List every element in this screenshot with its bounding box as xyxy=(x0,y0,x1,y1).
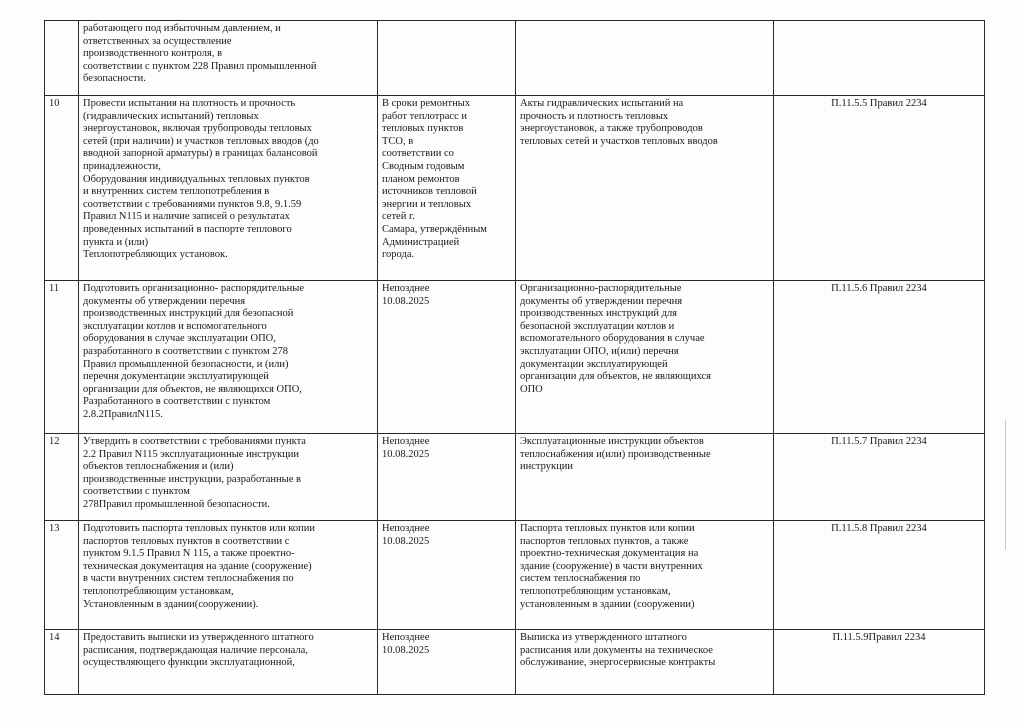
cell-line: 10.08.2025 xyxy=(382,535,430,547)
cell-line: расписания или документы на техническое xyxy=(520,644,713,656)
row-number-cell xyxy=(45,281,79,434)
cell-line: работ теплотрасс и xyxy=(382,110,467,122)
cell-line: Теплопотребляющих установок. xyxy=(83,249,228,261)
row-number-cell xyxy=(45,521,79,630)
row-number: 14 xyxy=(49,632,60,643)
deadline-cell xyxy=(378,434,516,521)
cell-line: систем теплоснабжения по xyxy=(520,573,641,585)
cell-line: энергоустановок, а также трубопроводов xyxy=(520,123,703,135)
cell-line: Правил промышленной безопасности, и (или) xyxy=(83,358,289,370)
cell-line: 10.08.2025 xyxy=(382,644,430,656)
cell-line: Предоставить выписки из утвержденного штатного xyxy=(83,632,314,643)
cell-line: производственных инструкций для безопасной xyxy=(83,308,294,320)
cell-line: документации эксплуатирующей xyxy=(520,358,668,370)
cell-line: Паспорта тепловых пунктов или копии xyxy=(520,523,695,534)
rule-reference-cell xyxy=(774,434,985,521)
cell-line: (гидравлических испытаний) тепловых xyxy=(83,110,259,122)
row-number-cell xyxy=(45,96,79,281)
cell-line: производственного контроля, в xyxy=(83,48,223,60)
cell-line: В сроки ремонтных xyxy=(382,98,471,109)
task-cell xyxy=(79,281,378,434)
cell-line: соответствии с пунктом 228 Правил промышленной xyxy=(83,60,317,72)
cell-line: соответствии с требованиями пунктов 9.8, 9.1.59 xyxy=(83,198,302,210)
cell-line: Сводным годовым xyxy=(382,160,465,172)
cell-line: Организационно-распорядительные xyxy=(520,283,682,294)
cell-line: тепловых пунктов xyxy=(382,123,464,135)
cell-line: сетей (при наличии) и участков тепловых вводов (до xyxy=(83,135,319,147)
rule-reference: П.11.5.7 Правил 2234 xyxy=(831,436,927,447)
rule-reference-cell xyxy=(774,96,985,281)
cell-line: прочность и плотность тепловых xyxy=(520,110,669,122)
cell-line: паспортов тепловых пунктов, а также xyxy=(520,535,689,547)
cell-line: документы об утверждении перечня xyxy=(83,295,246,307)
cell-line: энергии и тепловых xyxy=(382,198,472,210)
cell-line: Непозднее xyxy=(382,632,430,643)
cell-line: установленным в здании (сооружении) xyxy=(520,598,695,610)
cell-line: паспортов тепловых пунктов в соответствии с xyxy=(83,535,290,547)
cell-line: теплопотребляющим установкам, xyxy=(520,585,671,597)
cell-line: Эксплуатационные инструкции объектов xyxy=(520,436,704,447)
cell-line: Самара, утверждённым xyxy=(382,223,487,235)
cell-line: Оборудования индивидуальных тепловых пунктов xyxy=(83,173,310,185)
cell-line: тепловых сетей и участков тепловых вводов xyxy=(520,135,718,147)
cell-line: Правил N115 и наличие записей о результатах xyxy=(83,211,290,223)
cell-line: безопасности. xyxy=(83,73,146,85)
cell-line: принадлежности, xyxy=(83,160,161,172)
cell-line: производственные инструкции, разработанные в xyxy=(83,473,301,485)
cell-line: Установленным в здании(сооружении). xyxy=(83,598,259,610)
table-body xyxy=(45,21,985,695)
cell-line: Провести испытания на плотность и прочность xyxy=(83,98,296,109)
row-number: 12 xyxy=(49,436,60,447)
cell-line: организации для объектов, не являющихся xyxy=(520,371,711,383)
table-row xyxy=(45,630,985,695)
row-number: 13 xyxy=(49,523,60,534)
row-number-cell xyxy=(45,21,79,96)
task-cell xyxy=(79,521,378,630)
cell-line: обслуживание, энергосервисные контракты xyxy=(520,657,716,669)
rule-reference: П.11.5.9Правил 2234 xyxy=(832,632,926,643)
cell-line: проектно-техническая документация на xyxy=(520,548,699,560)
rule-reference-cell xyxy=(774,21,985,96)
cell-line: Выписка из утвержденного штатного xyxy=(520,632,687,643)
rule-reference: П.11.5.5 Правил 2234 xyxy=(831,98,927,109)
result-document-cell xyxy=(516,630,774,695)
cell-line: здание (сооружение) в части внутренних xyxy=(520,560,703,572)
cell-line: пункта и (или) xyxy=(83,236,149,248)
deadline-cell xyxy=(378,21,516,96)
rule-reference-cell xyxy=(774,630,985,695)
cell-line: пунктом 9.1.5 Правил N 115, а также проектно- xyxy=(83,548,295,560)
requirements-table xyxy=(44,20,985,695)
deadline-cell xyxy=(378,630,516,695)
table-row xyxy=(45,281,985,434)
table-row xyxy=(45,96,985,281)
result-document-cell xyxy=(516,281,774,434)
row-number: 10 xyxy=(49,98,60,109)
cell-line: разработанного в соответствии с пунктом 278 xyxy=(83,345,289,357)
cell-line: и внутренних систем теплопотребления в xyxy=(83,186,270,198)
cell-line: производственных инструкций для xyxy=(520,308,678,320)
table-row xyxy=(45,21,985,96)
row-number-cell xyxy=(45,630,79,695)
rule-reference: П.11.5.6 Правил 2234 xyxy=(831,283,927,294)
cell-line: инструкции xyxy=(520,461,573,473)
task-cell xyxy=(79,434,378,521)
cell-line: ОПО xyxy=(520,383,543,395)
cell-line: Разработанного в соответствии с пунктом xyxy=(83,396,271,408)
cell-line: 10.08.2025 xyxy=(382,448,430,460)
cell-line: перечня документации эксплуатирующей xyxy=(83,371,269,383)
cell-line: Акты гидравлических испытаний на xyxy=(520,98,684,109)
result-document-cell xyxy=(516,96,774,281)
scan-edge-line xyxy=(1005,420,1006,550)
cell-line: ответственных за осуществление xyxy=(83,35,232,47)
cell-line: соответствии с пунктом xyxy=(83,486,190,498)
cell-line: организации для объектов, не являющихся ОПО, xyxy=(83,383,302,395)
cell-line: планом ремонтов xyxy=(382,173,460,185)
task-cell xyxy=(79,630,378,695)
rule-reference-cell xyxy=(774,281,985,434)
cell-line: Утвердить в соответствии с требованиями пункта xyxy=(83,436,306,447)
cell-line: 278Правил промышленной безопасности. xyxy=(83,498,270,510)
cell-line: техническая документация на здание (сооружение) xyxy=(83,560,312,572)
cell-line: 2.8.2ПравилN115. xyxy=(83,408,163,420)
cell-line: 2.2 Правил N115 эксплуатационные инструкции xyxy=(83,448,299,460)
cell-line: 10.08.2025 xyxy=(382,295,430,307)
deadline-cell xyxy=(378,281,516,434)
cell-line: эксплуатации ОПО, и(или) перечня xyxy=(520,345,679,357)
table-row xyxy=(45,434,985,521)
cell-line: осуществляющего функции эксплуатационной, xyxy=(83,657,295,669)
cell-line: расписания, подтверждающая наличие персонала, xyxy=(83,644,308,656)
cell-line: работающего под избыточным давлением, и xyxy=(83,23,281,34)
rule-reference: П.11.5.8 Правил 2234 xyxy=(831,523,927,534)
cell-line: города. xyxy=(382,249,415,261)
row-number: 11 xyxy=(49,283,60,294)
cell-line: теплоснабжения и(или) производственные xyxy=(520,448,711,460)
deadline-cell xyxy=(378,521,516,630)
deadline-cell xyxy=(378,96,516,281)
result-document-cell xyxy=(516,521,774,630)
cell-line: Непозднее xyxy=(382,523,430,534)
result-document-cell xyxy=(516,21,774,96)
cell-line: теплопотребляющим установкам, xyxy=(83,585,234,597)
cell-line: вспомогательного оборудования в случае xyxy=(520,333,705,345)
table-row xyxy=(45,521,985,630)
cell-line: Непозднее xyxy=(382,283,430,294)
cell-line: объектов теплоснабжения и (или) xyxy=(83,461,234,473)
cell-line: Подготовить паспорта тепловых пунктов или копии xyxy=(83,523,315,534)
cell-line: эксплуатации котлов и вспомогательного xyxy=(83,320,267,332)
cell-line: сетей г. xyxy=(382,211,415,223)
cell-line: ТСО, в xyxy=(382,135,414,147)
cell-line: безопасной эксплуатации котлов и xyxy=(520,320,675,332)
task-cell xyxy=(79,96,378,281)
cell-line: документы об утверждении перечня xyxy=(520,295,683,307)
cell-line: Администрацией xyxy=(382,236,460,248)
cell-line: вводной запорной арматуры) в границах балансовой xyxy=(83,148,318,160)
cell-line: проведенных испытаний в паспорте теплового xyxy=(83,223,292,235)
cell-line: оборудования в случае эксплуатации ОПО, xyxy=(83,333,276,345)
task-cell xyxy=(79,21,378,96)
row-number-cell xyxy=(45,434,79,521)
cell-line: соответствии со xyxy=(382,148,454,160)
cell-line: Непозднее xyxy=(382,436,430,447)
cell-line: в части внутренних систем теплоснабжения по xyxy=(83,573,294,585)
rule-reference-cell xyxy=(774,521,985,630)
cell-line: источников тепловой xyxy=(382,186,477,198)
cell-line: Подготовить организационно- распорядительные xyxy=(83,283,305,294)
cell-line: энергоустановок, включая трубопроводы тепловых xyxy=(83,123,312,135)
result-document-cell xyxy=(516,434,774,521)
